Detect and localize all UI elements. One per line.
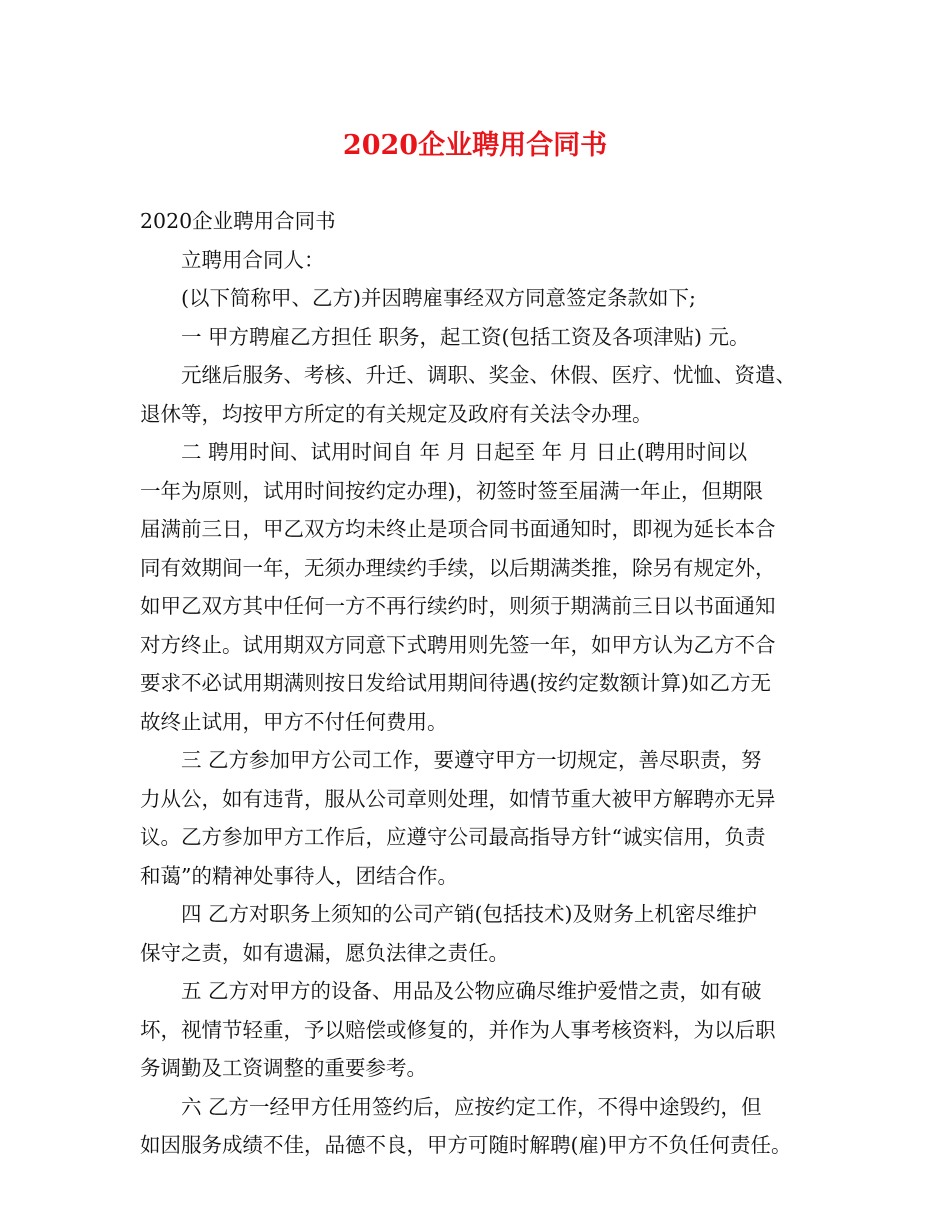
text-line: (以下简称甲、乙方)并因聘雇事经双方同意签定条款如下;	[181, 286, 696, 310]
text-line: 五 乙方对甲方的设备、用品及公物应确尽维护爱惜之责，如有破	[181, 979, 762, 1003]
text-line: 务调勤及工资调整的重要参考。	[140, 1056, 427, 1080]
text-line: 一 甲方聘雇乙方担任 职务，起工资(包括工资及各项津贴) 元。	[181, 324, 750, 349]
text-line: 故终止试用，甲方不付任何费用。	[140, 709, 448, 734]
text-line: 力从公，如有违背，服从公司章则处理，如情节重大被甲方解聘亦无异	[140, 786, 776, 811]
text-line: 议。乙方参加甲方工作后，应遵守公司最高指导方针“诚实信用，负责	[140, 825, 766, 849]
text-line: 要求不必试用期满则按日发给试用期间待遇(按约定数额计算)如乙方无	[140, 671, 771, 695]
text-line: 一年为原则，试用时间按约定办理)，初签时签至届满一年止，但期限	[140, 478, 763, 503]
text-line: 坏，视情节轻重，予以赔偿或修复的，并作为人事考核资料，为以后职	[140, 1017, 776, 1042]
document-title: 2020企业聘用合同书	[342, 130, 608, 161]
text-line: 如甲乙双方其中任何一方不再行续约时，则须于期满前三日以书面通知	[140, 594, 776, 618]
text-line: 保守之责，如有遗漏，愿负法律之责任。	[140, 940, 509, 965]
text-line: 届满前三日，甲乙双方均未终止是项合同书面通知时，即视为延长本合	[140, 517, 776, 541]
text-line: 如因服务成绩不佳，品德不良，甲方可随时解聘(雇)甲方不负任何责任。	[140, 1133, 792, 1157]
text-line: 三 乙方参加甲方公司工作，要遵守甲方一切规定，善尽职责，努	[181, 748, 762, 772]
text-line: 同有效期间一年，无须办理续约手续，以后期满类推，除另有规定外，	[140, 555, 776, 580]
text-line: 退休等，均按甲方所定的有关规定及政府有关法令办理。	[140, 401, 653, 426]
document-body	[140, 202, 830, 1165]
text-line: 六 乙方一经甲方任用签约后，应按约定工作，不得中途毁约，但	[181, 1094, 762, 1119]
text-line: 立聘用合同人：	[181, 247, 325, 272]
text-line: 2020企业聘用合同书	[140, 209, 336, 233]
text-line: 四 乙方对职务上须知的公司产销(包括技术)及财务上机密尽维护	[181, 902, 758, 926]
text-line: 元继后服务、考核、升迁、调职、奖金、休假、医疗、忧恤、资遣、	[181, 363, 796, 387]
text-line: 二 聘用时间、试用时间自 年 月 日起至 年 月 日止(聘用时间以	[181, 440, 748, 464]
text-line: 对方终止。试用期双方同意下式聘用则先签一年，如甲方认为乙方不合	[140, 632, 776, 657]
text-line: 和蔼”的精神处事待人，团结合作。	[140, 863, 458, 888]
